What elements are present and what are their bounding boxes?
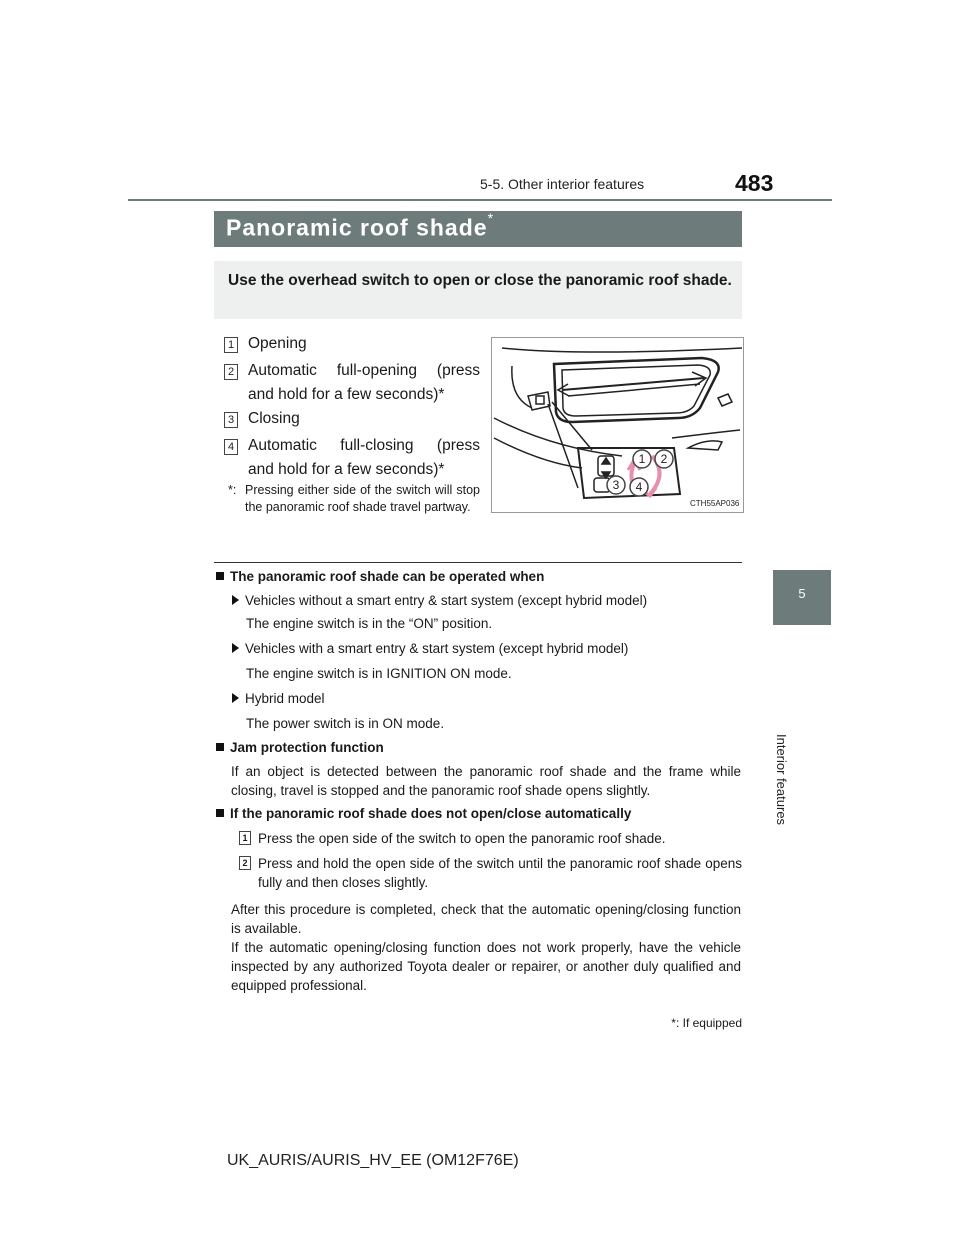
bullet-3-label (232, 689, 325, 708)
jam-heading-text: Jam protection function (230, 740, 384, 755)
operated-heading-text: The panoramic roof shade can be operated when (230, 569, 545, 584)
bullet-3-label-text: Hybrid model (245, 691, 325, 706)
item-2-line-1: Automatic full-opening (press (248, 362, 480, 379)
chapter-number: 5 (798, 586, 806, 601)
item-1-number: 1 (224, 337, 238, 353)
step-2-number: 2 (239, 856, 251, 870)
callout-4: 4 (635, 480, 643, 494)
document-code: UK_AURIS/AURIS_HV_EE (OM12F76E) (227, 1152, 519, 1169)
item-1-text: Opening (248, 335, 307, 352)
bullet-2-label-text: Vehicles with a smart entry & start system (except hybrid model) (245, 641, 629, 656)
square-bullet-icon (216, 743, 224, 751)
intro-text: Use the overhead switch to open or close the panoramic roof shade. (228, 272, 732, 289)
bullet-3-text: The power switch is in ON mode. (246, 716, 445, 731)
triangle-bullet-icon (232, 643, 239, 653)
section-divider (214, 562, 742, 563)
figure-code: CTH55AP036 (690, 499, 740, 508)
item-2-number: 2 (224, 364, 238, 380)
title-mark: * (487, 210, 495, 226)
after-text-1: After this procedure is completed, check that the automatic opening/closing function is available. (231, 902, 741, 936)
square-bullet-icon (216, 572, 224, 580)
triangle-bullet-icon (232, 693, 239, 703)
step-2-text (258, 854, 742, 892)
bullet-2-label (232, 639, 628, 658)
illustration-drawing (492, 338, 743, 512)
item-3-text: Closing (248, 410, 300, 427)
item-4-line-1: Automatic full-closing (press (248, 437, 480, 454)
item-4-number: 4 (224, 439, 238, 455)
step-1-text: Press the open side of the switch to open the panoramic roof shade. (258, 831, 666, 846)
item-3-number: 3 (224, 412, 238, 428)
bullet-1-text: The engine switch is in the “ON” position. (246, 616, 493, 631)
section-heading: 5-5. Other interior features (480, 176, 645, 192)
bullet-2-text: The engine switch is in IGNITION ON mode. (246, 666, 512, 681)
chapter-label-text: Interior features (774, 734, 789, 826)
footnote-text: : If equipped (675, 1016, 742, 1030)
jam-text: If an object is detected between the panoramic roof shade and the frame while closing, travel is stopped and the panoramic roof shade opens slightly. (231, 764, 741, 798)
bullet-1-label-text: Vehicles without a smart entry & start system (except hybrid model) (245, 593, 648, 608)
page-title (226, 210, 495, 242)
square-bullet-icon (216, 809, 224, 817)
header-divider (128, 199, 832, 201)
triangle-bullet-icon (232, 595, 239, 605)
page-number: 483 (735, 170, 774, 196)
callout-3: 3 (612, 478, 620, 492)
auto-heading-text: If the panoramic roof shade does not open/close automatically (230, 806, 632, 821)
after-text (231, 900, 741, 995)
after-text-2: If the automatic opening/closing function does not work properly, have the vehicle inspected by any authorized Toyota dealer or repairer, or another duly qualified and equipped professional. (231, 940, 741, 993)
bullet-1-label (232, 591, 647, 610)
note-text: Pressing either side of the switch will stop the panoramic roof shade travel partway. (245, 483, 480, 514)
chapter-label (774, 636, 809, 826)
switch-note (228, 482, 480, 516)
jam-heading (216, 740, 384, 755)
auto-heading (216, 806, 631, 821)
callout-2: 2 (660, 452, 668, 466)
item-2-line-2: and hold for a few seconds)* (248, 386, 445, 403)
step-1-number: 1 (239, 831, 251, 845)
footnote-mark: * (671, 1016, 676, 1030)
note-prefix: *: (228, 483, 237, 497)
page-title-text: Panoramic roof shade (226, 214, 488, 241)
step-2-text-body: Press and hold the open side of the switch until the panoramic roof shade opens fully and then closes slightly. (258, 856, 742, 890)
callout-1: 1 (638, 452, 646, 466)
operated-heading (216, 569, 544, 584)
roof-shade-illustration (491, 337, 744, 513)
footnote (600, 1016, 742, 1030)
item-4-line-2: and hold for a few seconds)* (248, 461, 445, 478)
